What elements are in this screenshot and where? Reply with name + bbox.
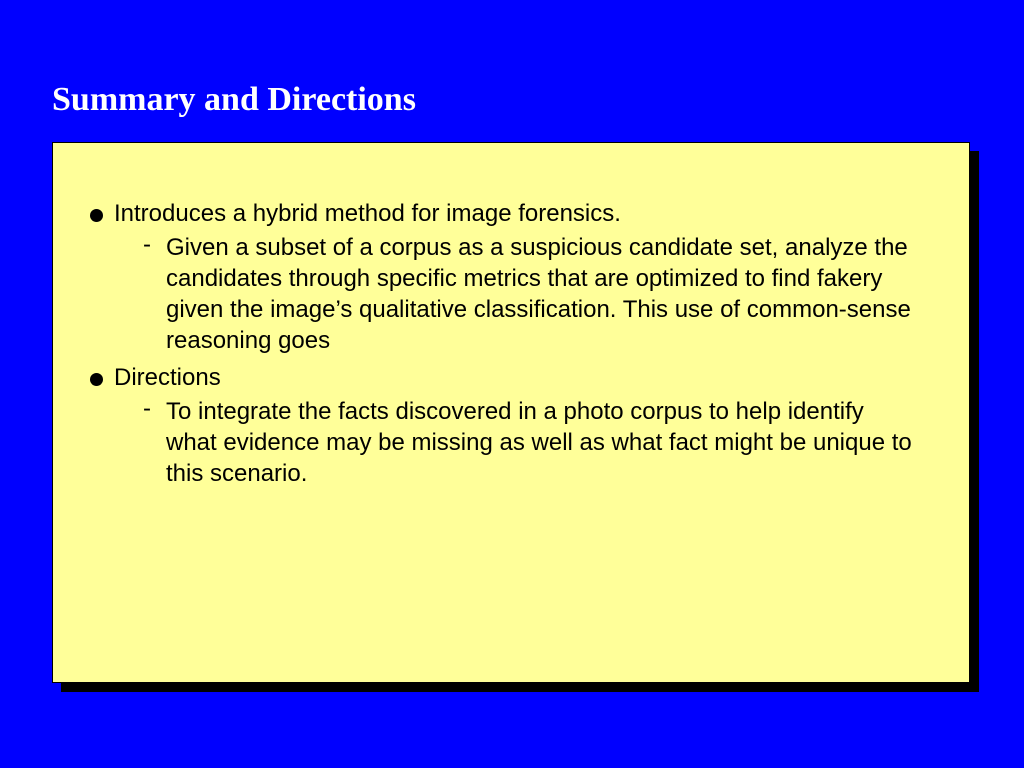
bullet-dot-icon <box>90 209 103 222</box>
bullet-dot-icon <box>90 373 103 386</box>
dash-marker-icon: - <box>143 231 151 258</box>
sub-bullet-item <box>143 396 950 489</box>
sub-bullet-text: To integrate the facts discovered in a photo corpus to help identify what evidence may be missing as well as what fact might be unique to this scenario. <box>166 398 912 487</box>
sub-bullet-list <box>90 232 950 356</box>
bullet-text: Introduces a hybrid method for image forensics. <box>114 200 621 227</box>
sub-bullet-item <box>143 232 950 356</box>
sub-bullet-text: Given a subset of a corpus as a suspicious candidate set, analyze the candidates through specific metrics that are optimized to find fakery given the image’s qualitative classification. This use of common-sense reasoning goes <box>166 234 911 354</box>
sub-bullet-list <box>90 396 950 489</box>
content-panel <box>52 142 970 683</box>
bullet-list <box>90 198 950 495</box>
bullet-text: Directions <box>114 364 221 391</box>
bullet-item-directions <box>90 362 950 489</box>
bullet-item-hybrid-method <box>90 198 950 356</box>
dash-marker-icon: - <box>143 395 151 422</box>
slide-title: Summary and Directions <box>52 81 416 118</box>
